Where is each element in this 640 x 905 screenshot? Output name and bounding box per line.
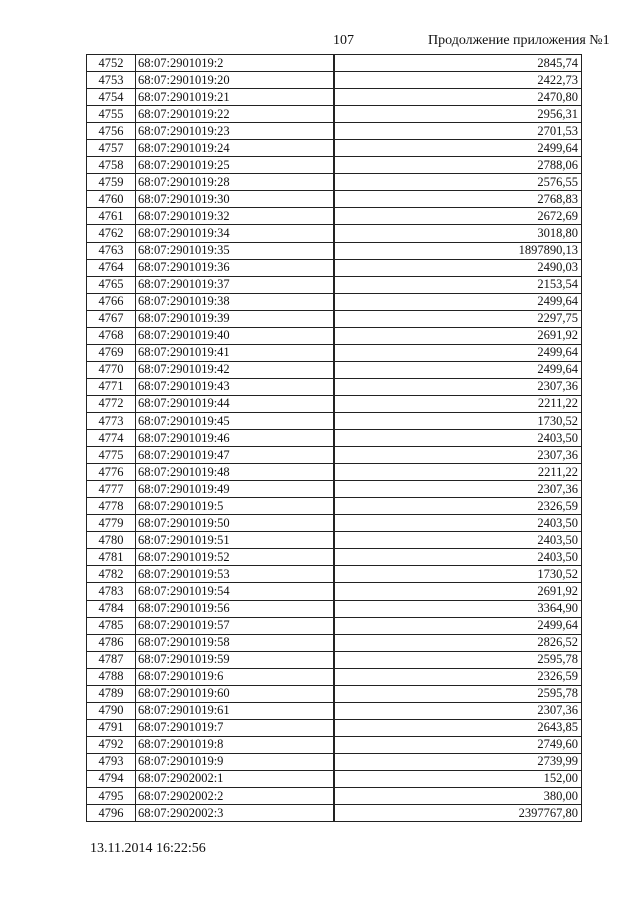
- row-number-cell: 4762: [87, 225, 136, 242]
- row-number-cell: 4782: [87, 566, 136, 583]
- table-row: [87, 753, 582, 770]
- row-number-cell: 4758: [87, 157, 136, 174]
- table-row: [87, 617, 582, 634]
- cadastral-number-cell: 68:07:2901019:34: [136, 225, 335, 242]
- table-row: [87, 719, 582, 736]
- row-number-cell: 4766: [87, 293, 136, 310]
- row-number-cell: 4778: [87, 498, 136, 515]
- row-number-cell: 4771: [87, 378, 136, 395]
- row-number-cell: 4765: [87, 276, 136, 293]
- cadastral-number-cell: 68:07:2901019:24: [136, 140, 335, 157]
- table-row: [87, 566, 582, 583]
- cadastral-number-cell: 68:07:2901019:22: [136, 106, 335, 123]
- row-number-cell: 4794: [87, 770, 136, 787]
- cadastral-number-cell: 68:07:2901019:53: [136, 566, 335, 583]
- row-number-cell: 4792: [87, 736, 136, 753]
- table-row: [87, 55, 582, 72]
- row-number-cell: 4767: [87, 310, 136, 327]
- table-row: [87, 583, 582, 600]
- value-cell: 2211,22: [334, 464, 582, 481]
- row-number-cell: 4783: [87, 583, 136, 600]
- cadastral-number-cell: 68:07:2902002:1: [136, 770, 335, 787]
- row-number-cell: 4759: [87, 174, 136, 191]
- value-cell: 2422,73: [334, 72, 582, 89]
- value-cell: 2749,60: [334, 736, 582, 753]
- value-cell: 2739,99: [334, 753, 582, 770]
- cadastral-number-cell: 68:07:2901019:20: [136, 72, 335, 89]
- cadastral-number-cell: 68:07:2901019:5: [136, 498, 335, 515]
- table-row: [87, 685, 582, 702]
- table-row: [87, 327, 582, 344]
- table-row: [87, 225, 582, 242]
- table-row: [87, 242, 582, 259]
- value-cell: 2326,59: [334, 498, 582, 515]
- cadastral-number-cell: 68:07:2901019:6: [136, 668, 335, 685]
- cadastral-number-cell: 68:07:2901019:37: [136, 276, 335, 293]
- table-row: [87, 123, 582, 140]
- cadastral-number-cell: 68:07:2901019:58: [136, 634, 335, 651]
- value-cell: 2576,55: [334, 174, 582, 191]
- cadastral-number-cell: 68:07:2901019:57: [136, 617, 335, 634]
- table-row: [87, 481, 582, 498]
- table-body: [87, 55, 582, 822]
- value-cell: 3018,80: [334, 225, 582, 242]
- row-number-cell: 4757: [87, 140, 136, 157]
- value-cell: 2826,52: [334, 634, 582, 651]
- cadastral-number-cell: 68:07:2901019:46: [136, 430, 335, 447]
- cadastral-number-cell: 68:07:2901019:61: [136, 702, 335, 719]
- row-number-cell: 4796: [87, 805, 136, 822]
- table-row: [87, 651, 582, 668]
- row-number-cell: 4773: [87, 412, 136, 429]
- value-cell: 2307,36: [334, 702, 582, 719]
- table-row: [87, 702, 582, 719]
- cadastral-number-cell: 68:07:2901019:38: [136, 293, 335, 310]
- value-cell: 2788,06: [334, 157, 582, 174]
- row-number-cell: 4780: [87, 532, 136, 549]
- table-row: [87, 600, 582, 617]
- row-number-cell: 4772: [87, 395, 136, 412]
- value-cell: 1897890,13: [334, 242, 582, 259]
- cadastral-number-cell: 68:07:2901019:49: [136, 481, 335, 498]
- table-row: [87, 498, 582, 515]
- cadastral-number-cell: 68:07:2901019:25: [136, 157, 335, 174]
- value-cell: 1730,52: [334, 412, 582, 429]
- table-row: [87, 310, 582, 327]
- table-row: [87, 191, 582, 208]
- cadastral-number-cell: 68:07:2901019:21: [136, 89, 335, 106]
- value-cell: 2499,64: [334, 140, 582, 157]
- row-number-cell: 4793: [87, 753, 136, 770]
- table-row: [87, 464, 582, 481]
- value-cell: 2403,50: [334, 430, 582, 447]
- table-row: [87, 89, 582, 106]
- table-row: [87, 361, 582, 378]
- cadastral-number-cell: 68:07:2901019:39: [136, 310, 335, 327]
- value-cell: 2845,74: [334, 55, 582, 72]
- value-cell: 2499,64: [334, 344, 582, 361]
- value-cell: 2499,64: [334, 617, 582, 634]
- table-row: [87, 72, 582, 89]
- cadastral-number-cell: 68:07:2901019:36: [136, 259, 335, 276]
- value-cell: 2211,22: [334, 395, 582, 412]
- row-number-cell: 4779: [87, 515, 136, 532]
- cadastral-number-cell: 68:07:2901019:28: [136, 174, 335, 191]
- value-cell: 2403,50: [334, 549, 582, 566]
- table-row: [87, 805, 582, 822]
- table-row: [87, 293, 582, 310]
- row-number-cell: 4756: [87, 123, 136, 140]
- value-cell: 2691,92: [334, 583, 582, 600]
- row-number-cell: 4775: [87, 447, 136, 464]
- row-number-cell: 4790: [87, 702, 136, 719]
- row-number-cell: 4753: [87, 72, 136, 89]
- table-row: [87, 788, 582, 805]
- row-number-cell: 4777: [87, 481, 136, 498]
- row-number-cell: 4764: [87, 259, 136, 276]
- value-cell: 2595,78: [334, 651, 582, 668]
- cadastral-number-cell: 68:07:2901019:60: [136, 685, 335, 702]
- table-row: [87, 736, 582, 753]
- table-row: [87, 515, 582, 532]
- row-number-cell: 4785: [87, 617, 136, 634]
- row-number-cell: 4786: [87, 634, 136, 651]
- value-cell: 2672,69: [334, 208, 582, 225]
- value-cell: 2307,36: [334, 481, 582, 498]
- table-row: [87, 344, 582, 361]
- value-cell: 2397767,80: [334, 805, 582, 822]
- cadastral-number-cell: 68:07:2901019:43: [136, 378, 335, 395]
- table-row: [87, 549, 582, 566]
- row-number-cell: 4752: [87, 55, 136, 72]
- cadastral-number-cell: 68:07:2901019:52: [136, 549, 335, 566]
- table-row: [87, 208, 582, 225]
- cadastral-number-cell: 68:07:2901019:8: [136, 736, 335, 753]
- row-number-cell: 4789: [87, 685, 136, 702]
- row-number-cell: 4784: [87, 600, 136, 617]
- cadastral-number-cell: 68:07:2901019:54: [136, 583, 335, 600]
- row-number-cell: 4791: [87, 719, 136, 736]
- table-row: [87, 532, 582, 549]
- table-row: [87, 259, 582, 276]
- cadastral-number-cell: 68:07:2901019:59: [136, 651, 335, 668]
- cadastral-number-cell: 68:07:2901019:35: [136, 242, 335, 259]
- value-cell: 2499,64: [334, 293, 582, 310]
- print-timestamp: 13.11.2014 16:22:56: [90, 841, 206, 856]
- cadastral-number-cell: 68:07:2901019:42: [136, 361, 335, 378]
- value-cell: 2403,50: [334, 515, 582, 532]
- cadastral-number-cell: 68:07:2901019:40: [136, 327, 335, 344]
- value-cell: 2490,03: [334, 259, 582, 276]
- row-number-cell: 4763: [87, 242, 136, 259]
- table-row: [87, 106, 582, 123]
- value-cell: 2768,83: [334, 191, 582, 208]
- cadastral-number-cell: 68:07:2901019:7: [136, 719, 335, 736]
- row-number-cell: 4774: [87, 430, 136, 447]
- row-number-cell: 4795: [87, 788, 136, 805]
- row-number-cell: 4760: [87, 191, 136, 208]
- cadastral-number-cell: 68:07:2901019:47: [136, 447, 335, 464]
- value-cell: 152,00: [334, 770, 582, 787]
- value-cell: 2470,80: [334, 89, 582, 106]
- value-cell: 2499,64: [334, 361, 582, 378]
- table-row: [87, 634, 582, 651]
- cadastral-number-cell: 68:07:2901019:44: [136, 395, 335, 412]
- table-row: [87, 668, 582, 685]
- cadastral-number-cell: 68:07:2901019:23: [136, 123, 335, 140]
- value-cell: 2297,75: [334, 310, 582, 327]
- row-number-cell: 4755: [87, 106, 136, 123]
- cadastral-value-table: [86, 54, 582, 822]
- cadastral-number-cell: 68:07:2901019:41: [136, 344, 335, 361]
- value-cell: 380,00: [334, 788, 582, 805]
- row-number-cell: 4768: [87, 327, 136, 344]
- value-cell: 2956,31: [334, 106, 582, 123]
- row-number-cell: 4787: [87, 651, 136, 668]
- row-number-cell: 4754: [87, 89, 136, 106]
- cadastral-value-table-container: [86, 54, 582, 822]
- cadastral-number-cell: 68:07:2902002:2: [136, 788, 335, 805]
- cadastral-number-cell: 68:07:2901019:2: [136, 55, 335, 72]
- page-number: 107: [333, 33, 354, 48]
- table-row: [87, 140, 582, 157]
- cadastral-number-cell: 68:07:2901019:30: [136, 191, 335, 208]
- cadastral-number-cell: 68:07:2901019:45: [136, 412, 335, 429]
- cadastral-number-cell: 68:07:2901019:32: [136, 208, 335, 225]
- table-row: [87, 770, 582, 787]
- value-cell: 2153,54: [334, 276, 582, 293]
- value-cell: 2307,36: [334, 447, 582, 464]
- value-cell: 1730,52: [334, 566, 582, 583]
- cadastral-number-cell: 68:07:2901019:50: [136, 515, 335, 532]
- table-row: [87, 412, 582, 429]
- value-cell: 3364,90: [334, 600, 582, 617]
- cadastral-number-cell: 68:07:2901019:56: [136, 600, 335, 617]
- value-cell: 2691,92: [334, 327, 582, 344]
- row-number-cell: 4788: [87, 668, 136, 685]
- row-number-cell: 4769: [87, 344, 136, 361]
- value-cell: 2595,78: [334, 685, 582, 702]
- table-row: [87, 430, 582, 447]
- table-row: [87, 447, 582, 464]
- cadastral-number-cell: 68:07:2901019:48: [136, 464, 335, 481]
- cadastral-number-cell: 68:07:2902002:3: [136, 805, 335, 822]
- table-row: [87, 395, 582, 412]
- row-number-cell: 4770: [87, 361, 136, 378]
- table-row: [87, 378, 582, 395]
- cadastral-number-cell: 68:07:2901019:51: [136, 532, 335, 549]
- value-cell: 2403,50: [334, 532, 582, 549]
- row-number-cell: 4761: [87, 208, 136, 225]
- appendix-continuation-title: Продолжение приложения №1: [428, 33, 610, 48]
- value-cell: 2701,53: [334, 123, 582, 140]
- row-number-cell: 4781: [87, 549, 136, 566]
- table-row: [87, 157, 582, 174]
- value-cell: 2643,85: [334, 719, 582, 736]
- value-cell: 2326,59: [334, 668, 582, 685]
- table-row: [87, 276, 582, 293]
- value-cell: 2307,36: [334, 378, 582, 395]
- table-row: [87, 174, 582, 191]
- row-number-cell: 4776: [87, 464, 136, 481]
- cadastral-number-cell: 68:07:2901019:9: [136, 753, 335, 770]
